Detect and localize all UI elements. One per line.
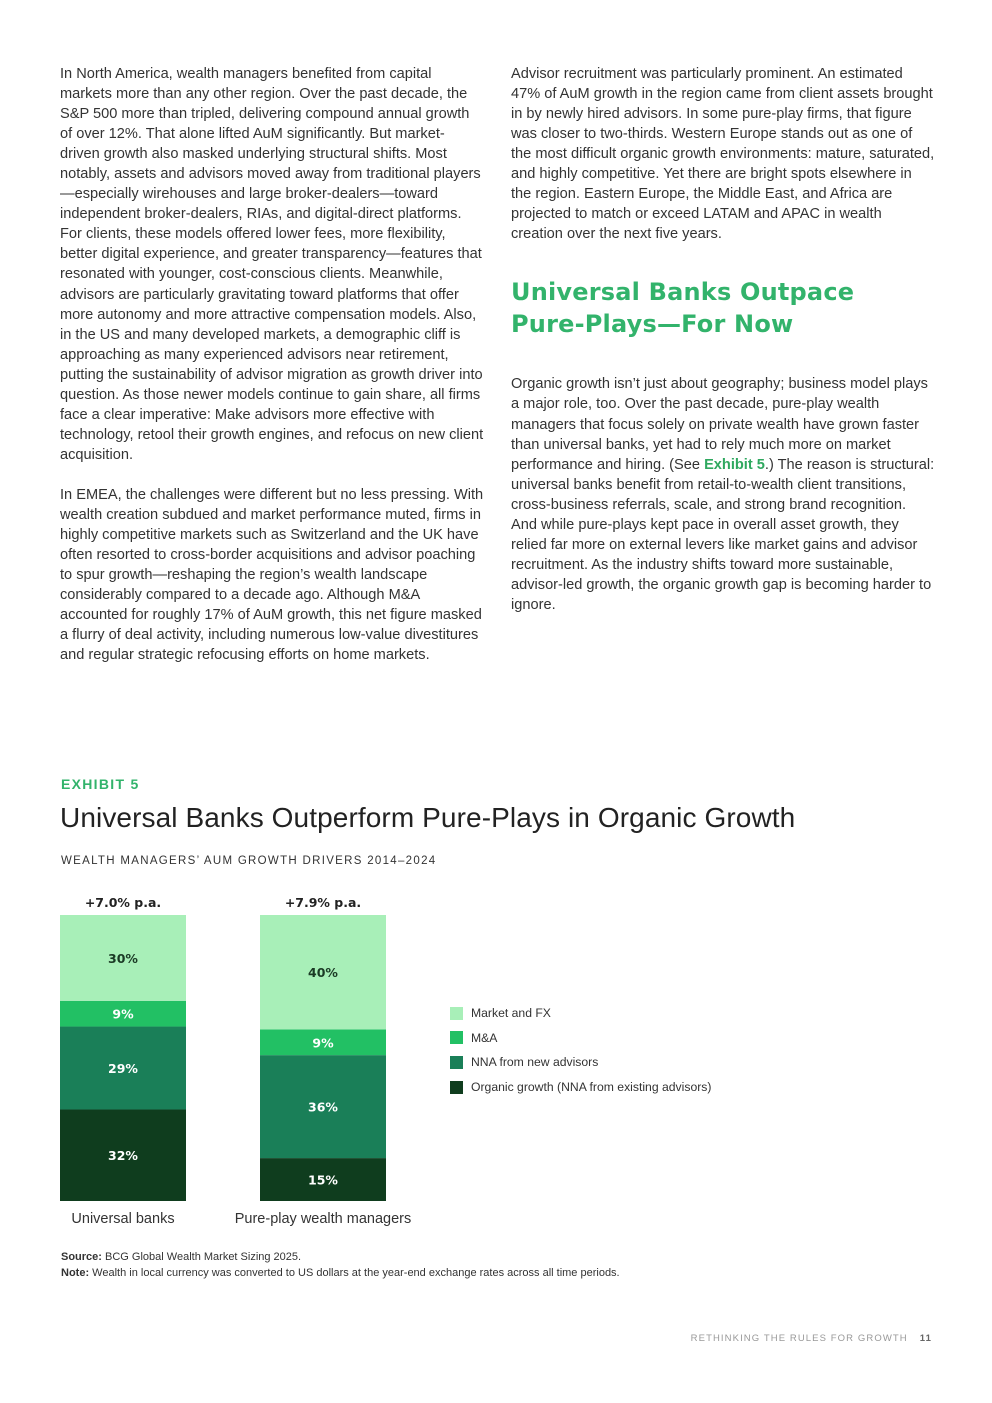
running-title: RETHINKING THE RULES FOR GROWTH (690, 1333, 908, 1344)
data-label-pure-play-market-fx: 40% (308, 965, 338, 981)
exhibit-label: EXHIBIT 5 (61, 776, 140, 792)
paragraph-text-before-link: Organic growth isn’t just about geography; business model plays a major role, too. Over the past decade, pure-play wealth managers that focus solely on private wealth have grown faster than universal banks, yet had to rely much more on market performance and hiring. (See (511, 376, 928, 473)
category-label-pure-play: Pure-play wealth managers (234, 1211, 412, 1227)
left-column (60, 64, 484, 685)
source-note (61, 1249, 620, 1281)
data-label-universal-banks-market-fx: 30% (108, 950, 138, 966)
source-line (61, 1249, 620, 1265)
legend-label-ma: M&A (471, 1030, 498, 1045)
data-label-universal-banks-ma: 9% (112, 1006, 134, 1022)
note-line (61, 1265, 620, 1281)
legend-swatch-organic (450, 1081, 463, 1094)
legend-item-market-fx (450, 1001, 711, 1026)
legend-swatch-ma (450, 1031, 463, 1044)
legend-label-nna-new: NNA from new advisors (471, 1055, 599, 1070)
source-text: BCG Global Wealth Market Sizing 2025. (105, 1251, 302, 1263)
legend-swatch-nna-new (450, 1056, 463, 1069)
body-paragraph-emea: In EMEA, the challenges were different but no less pressing. With wealth creation subdued and market performance muted, firms in highly competitive markets such as Switzerland and the UK have often resorted to cross-border acquisitions and advisor poaching to spur growth—reshaping the region’s wealth landscape considerably compared to a decade ago. Although M&A accounted for roughly 17% of AuM growth, this net figure masked a flurry of deal activity, including numerous low-value divestitures and regular strategic refocusing efforts on home markets. (60, 486, 484, 664)
page-number: 11 (919, 1333, 932, 1344)
legend-swatch-market-fx (450, 1007, 463, 1020)
body-paragraph-north-america: In North America, wealth managers benefited from capital markets more than any other region. Over the past decade, the S&P 500 more than tripled, delivering compound annual growth of over 12%. That alone lifted AuM significantly. But market-driven growth also masked underlying structural shifts. Most notably, assets and advisors moved away from traditional players—especially wirehouses and large broker-dealers—toward independent broker-dealers, RIAs, and digital-direct platforms. For clients, these models offered lower fees, more flexibility, better digital experience, and greater transparency—features that resonated with younger, cost-conscious clients. Meanwhile, advisors are particularly gravitating toward platforms that offer more autonomy and more attractive compensation models. Also, in the US and many developed markets, a demographic cliff is approaching as many experienced advisors near retirement, putting the sustainability of advisor migration as growth driver into question. As those newer models continue to gain share, all firms face a clear imperative: Make advisors more effective with technology, retool their growth engines, and refocus on new client acquisition. (60, 66, 484, 463)
stacked-bar-chart (0, 880, 440, 1240)
page-footer (691, 1333, 932, 1344)
body-paragraph-business-model (511, 374, 935, 615)
paragraph-text-after-link: .) The reason is structural: universal banks benefit from retail-to-wealth client transitions, cross-business referrals, scale, and strong brand recognition. And while pure-plays kept pace in overall asset growth, they relied far more on external levers like market gains and advisor recruitment. As the industry shifts toward more sustainable, advisor-led growth, the organic growth gap is becoming harder to ignore. (511, 456, 935, 613)
exhibit-subtitle: WEALTH MANAGERS’ AUM GROWTH DRIVERS 2014–2024 (61, 855, 437, 867)
section-heading-line-2: Pure-Plays—For Now (511, 310, 794, 339)
category-label-universal-banks: Universal banks (71, 1211, 175, 1227)
total-label-pure-play: +7.9% p.a. (284, 895, 362, 910)
legend-label-organic: Organic growth (NNA from existing advisors) (471, 1080, 712, 1095)
note-text: Wealth in local currency was converted to US dollars at the year-end exchange rates across all time periods. (92, 1267, 620, 1279)
data-label-pure-play-nna-new: 36% (308, 1099, 338, 1115)
data-label-pure-play-organic: 15% (308, 1172, 338, 1188)
total-label-universal-banks: +7.0% p.a. (84, 895, 162, 910)
chart-legend (450, 1001, 711, 1099)
legend-item-organic (450, 1075, 711, 1100)
section-heading (511, 276, 935, 340)
section-heading-line-1: Universal Banks Outpace (511, 278, 855, 307)
body-paragraph-advisor-recruitment: Advisor recruitment was particularly prominent. An estimated 47% of AuM growth in the region came from client assets brought in by newly hired advisors. In some pure-play firms, that figure was closer to two-thirds. Western Europe stands out as one of the most difficult organic growth environments: mature, saturated, and highly competitive. Yet there are bright spots elsewhere in the region. Eastern Europe, the Middle East, and Africa are projected to match or exceed LATAM and APAC in wealth creation over the next five years. (511, 66, 935, 243)
source-label: Source: (61, 1251, 102, 1263)
data-label-universal-banks-nna-new: 29% (108, 1061, 138, 1077)
right-column (511, 64, 935, 635)
legend-item-nna-new (450, 1050, 711, 1075)
data-label-universal-banks-organic: 32% (108, 1148, 138, 1164)
note-label: Note: (61, 1267, 90, 1279)
data-label-pure-play-ma: 9% (312, 1035, 334, 1051)
legend-label-market-fx: Market and FX (471, 1006, 551, 1021)
legend-item-ma (450, 1026, 711, 1051)
exhibit-title: Universal Banks Outperform Pure-Plays in Organic Growth (60, 802, 796, 833)
exhibit-5-link[interactable]: Exhibit 5 (704, 456, 765, 473)
